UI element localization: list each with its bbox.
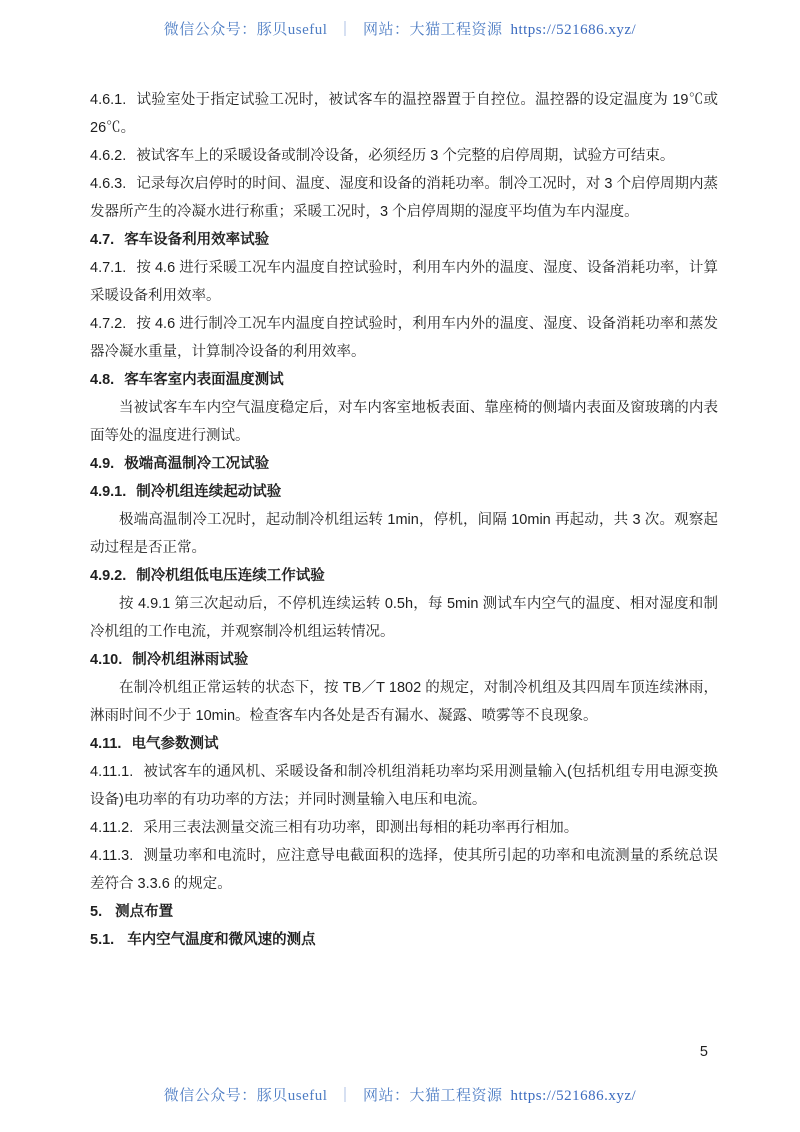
- section-text: 测量功率和电流时，应注意导电截面积的选择，使其所引起的功率和电流测量的系统总误差符合 3.3.6 的规定。: [90, 848, 718, 892]
- section-text: 采用三表法测量交流三相有功功率，即测出每相的耗功率再行相加。: [143, 820, 579, 836]
- para-4-7-1: [90, 254, 718, 310]
- section-number: 4.11.1.: [90, 764, 134, 780]
- section-number: 4.11.3.: [90, 848, 134, 864]
- section-text: 记录每次启停时的时间、温度、湿度和设备的消耗功率。制冷工况时，对 3 个启停周期内蒸发器所产生的冷凝水进行称重；采暖工况时，3 个启停周期的湿度平均值为车内湿度。: [90, 176, 718, 220]
- section-text: 测点布置: [115, 904, 174, 920]
- para-4-11-3: [90, 842, 718, 898]
- section-text: 当被试客车车内空气温度稳定后，对车内客室地板表面、靠座椅的侧墙内表面及窗玻璃的内表面等处的温度进行测试。: [90, 400, 718, 444]
- header-site-url-link[interactable]: https://521686.xyz/: [510, 22, 637, 38]
- heading-4-11: [90, 730, 718, 758]
- page-number: 5: [699, 1044, 708, 1060]
- para-4-7-2: [90, 310, 718, 366]
- section-number: 4.10.: [90, 652, 123, 668]
- section-number: 4.7.1.: [90, 260, 127, 276]
- heading-4-8: [90, 366, 718, 394]
- heading-4-9-2: [90, 562, 718, 590]
- para-4-10-body: [90, 674, 718, 730]
- section-number: 5.: [90, 904, 103, 920]
- section-number: 5.1.: [90, 932, 115, 948]
- footer-site-url-link[interactable]: https://521686.xyz/: [510, 1088, 637, 1104]
- section-number: 4.7.2.: [90, 316, 127, 332]
- section-number: 4.11.: [90, 736, 122, 752]
- heading-4-7: [90, 226, 718, 254]
- section-text: 电气参数测试: [131, 736, 219, 752]
- heading-4-9-1: [90, 478, 718, 506]
- heading-4-10: [90, 646, 718, 674]
- header-site-label: 网站：大猫工程资源: [362, 22, 503, 38]
- footer-wechat-label: 微信公众号：豚贝useful: [163, 1088, 328, 1104]
- header-wechat-label: 微信公众号：豚贝useful: [163, 22, 328, 38]
- section-number: 4.8.: [90, 372, 115, 388]
- page-header-watermark: [0, 18, 800, 39]
- header-separator: ｜: [337, 22, 353, 38]
- section-text: 客车设备利用效率试验: [124, 232, 270, 248]
- section-text: 极端高温制冷工况试验: [124, 456, 270, 472]
- document-body: [90, 86, 718, 954]
- heading-5-1: [90, 926, 718, 954]
- para-4-8-body: [90, 394, 718, 450]
- page-footer-watermark: [0, 1084, 800, 1105]
- section-text: 制冷机组低电压连续工作试验: [136, 568, 325, 584]
- section-number: 4.11.2.: [90, 820, 134, 836]
- para-4-6-1: [90, 86, 718, 142]
- section-number: 4.9.1.: [90, 484, 127, 500]
- para-4-6-3: [90, 170, 718, 226]
- section-text: 制冷机组淋雨试验: [132, 652, 249, 668]
- section-text: 按 4.6 进行采暖工况车内温度自控试验时，利用车内外的温度、湿度、设备消耗功率，计算采暖设备利用效率。: [90, 260, 718, 304]
- para-4-9-2-body: [90, 590, 718, 646]
- para-4-11-2: [90, 814, 718, 842]
- section-number: 4.7.: [90, 232, 115, 248]
- section-text: 制冷机组连续起动试验: [136, 484, 282, 500]
- section-number: 4.9.2.: [90, 568, 127, 584]
- section-text: 极端高温制冷工况时，起动制冷机组运转 1min，停机，间隔 10min 再起动，共 3 次。观察起动过程是否正常。: [90, 512, 718, 556]
- section-number: 4.9.: [90, 456, 115, 472]
- section-number: 4.6.2.: [90, 148, 127, 164]
- section-text: 按 4.9.1 第三次起动后，不停机连续运转 0.5h，每 5min 测试车内空气的温度、相对湿度和制冷机组的工作电流，并观察制冷机组运转情况。: [90, 596, 718, 640]
- section-text: 客车客室内表面温度测试: [124, 372, 284, 388]
- heading-4-9: [90, 450, 718, 478]
- footer-site-label: 网站：大猫工程资源: [362, 1088, 503, 1104]
- section-number: 4.6.3.: [90, 176, 127, 192]
- para-4-11-1: [90, 758, 718, 814]
- footer-separator: ｜: [337, 1088, 353, 1104]
- section-text: 按 4.6 进行制冷工况车内温度自控试验时，利用车内外的温度、湿度、设备消耗功率和蒸发器冷凝水重量，计算制冷设备的利用效率。: [90, 316, 718, 360]
- section-text: 车内空气温度和微风速的测点: [127, 932, 316, 948]
- section-text: 被试客车上的采暖设备或制冷设备，必须经历 3 个完整的启停周期，试验方可结束。: [136, 148, 675, 164]
- heading-5: [90, 898, 718, 926]
- para-4-6-2: [90, 142, 718, 170]
- para-4-9-1-body: [90, 506, 718, 562]
- section-text: 试验室处于指定试验工况时，被试客车的温控器置于自控位。温控器的设定温度为 19℃或26℃。: [90, 92, 718, 136]
- section-text: 被试客车的通风机、采暖设备和制冷机组消耗功率均采用测量输入(包括机组专用电源变换设备)电功率的有功功率的方法；并同时测量输入电压和电流。: [90, 764, 718, 808]
- section-text: 在制冷机组正常运转的状态下，按 TB／T 1802 的规定，对制冷机组及其四周车顶连续淋雨，淋雨时间不少于 10min。检查客车内各处是否有漏水、凝露、喷雾等不良现象。: [90, 680, 718, 724]
- section-number: 4.6.1.: [90, 92, 127, 108]
